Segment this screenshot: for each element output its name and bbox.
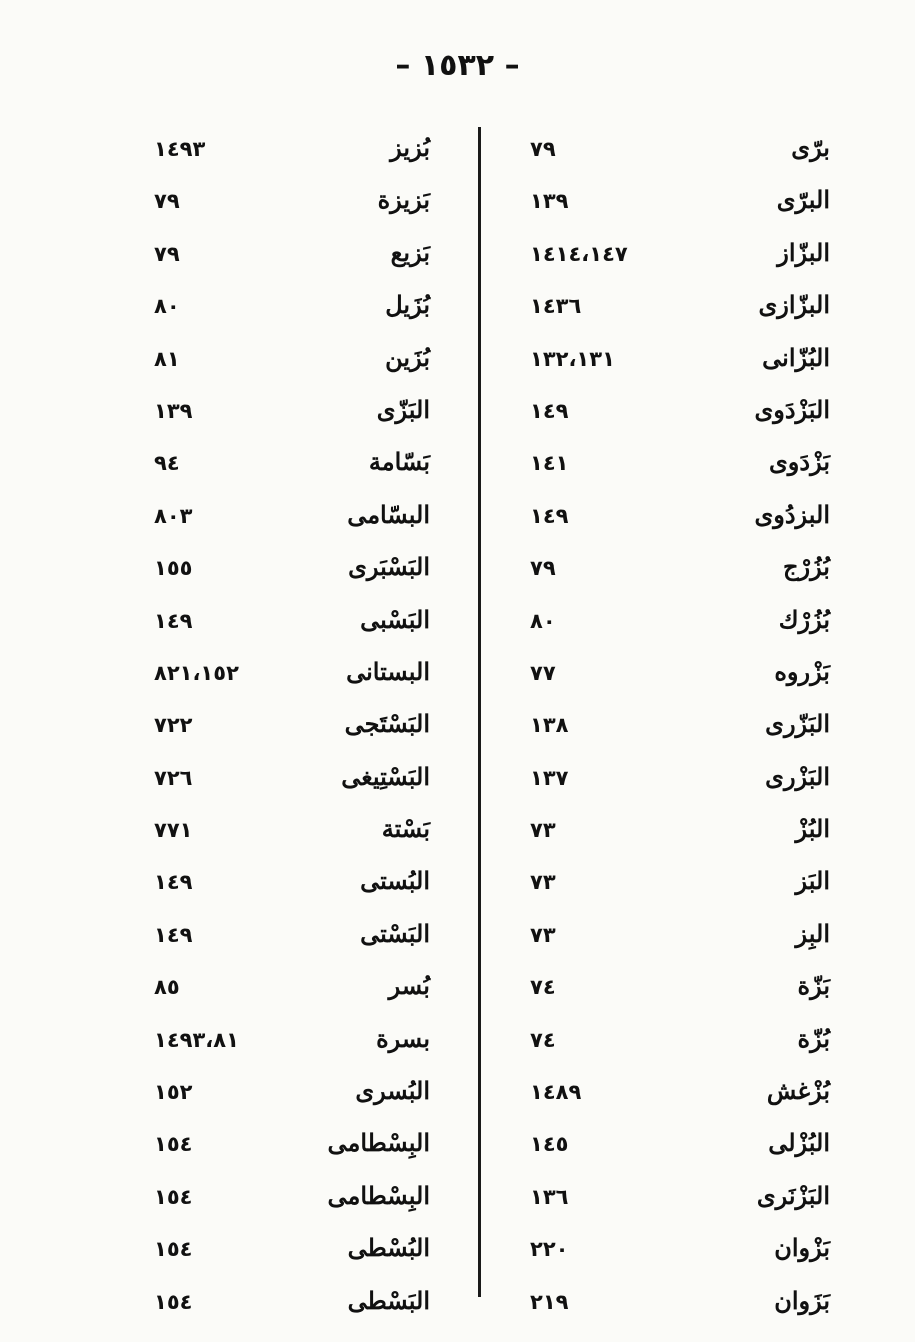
entry-page-numbers: ١٥٢: [154, 1080, 193, 1105]
entry-page-numbers: ٧٤: [530, 975, 556, 1000]
entry-page-numbers: ١٤٣٦: [530, 294, 582, 319]
index-entry: [500, 1174, 860, 1226]
index-entry: [500, 336, 860, 388]
entry-name: بَسّامة: [368, 447, 430, 477]
entry-name: البسّامى: [347, 499, 430, 529]
entry-page-numbers: ١٥٥: [154, 556, 193, 581]
index-entry: [500, 650, 860, 702]
entry-name: بَزيزة: [377, 185, 430, 215]
entry-page-numbers: ٧٢٦: [154, 765, 193, 790]
entry-name: بُزَين: [385, 342, 430, 372]
entry-page-numbers: ٧٧: [530, 660, 556, 685]
index-entry: [500, 755, 860, 807]
entry-page-numbers: ١٥٤: [154, 1184, 193, 1209]
entry-page-numbers: ١٤٨٩: [530, 1080, 582, 1105]
entry-page-numbers: ٧٩: [530, 137, 556, 161]
entry-name: البُسرى: [355, 1076, 430, 1106]
entry-name: البَسْتِيغى: [341, 761, 430, 791]
entry-page-numbers: ١٥٤: [154, 1132, 193, 1157]
entry-name: البَسْتى: [360, 918, 430, 948]
entry-page-numbers: ٨٥: [154, 975, 180, 1000]
index-entry: [140, 702, 470, 754]
index-entry: [140, 1174, 470, 1226]
entry-name: بَزْدَوى: [769, 447, 830, 477]
entry-page-numbers: ٧٩: [530, 556, 556, 581]
entry-name: بَزّة: [797, 971, 830, 1001]
index-entry: [500, 440, 860, 492]
entry-name: البُزْ: [795, 814, 830, 844]
entry-name: بَزيع: [390, 237, 430, 267]
index-entry: [140, 755, 470, 807]
entry-page-numbers: ١٤١٤،١٤٧: [530, 241, 628, 266]
index-entry: [140, 126, 470, 178]
index-entry: [500, 1226, 860, 1278]
entry-page-numbers: ١٤٩: [530, 398, 569, 423]
index-entry: [500, 178, 860, 230]
index-entry: [500, 126, 860, 178]
column-divider: [478, 127, 481, 1297]
entry-page-numbers: ١٤٥: [530, 1132, 569, 1157]
index-entry: [140, 1069, 470, 1121]
entry-name: البَزْدَوى: [754, 394, 830, 424]
index-entry: [500, 964, 860, 1016]
index-entry: [500, 702, 860, 754]
entry-name: البزّاز: [777, 237, 830, 267]
entry-name: البَزْنَرى: [756, 1180, 830, 1210]
entry-page-numbers: ١٣٩: [530, 189, 569, 214]
entry-page-numbers: ٢١٩: [530, 1289, 569, 1314]
entry-page-numbers: ١٤٩: [530, 503, 569, 528]
entry-page-numbers: ٨١: [154, 346, 180, 371]
entry-name: بُزْغش: [766, 1076, 830, 1106]
index-entry: [140, 912, 470, 964]
entry-page-numbers: ٨٢١،١٥٢: [154, 660, 239, 685]
index-entry: [500, 388, 860, 440]
entry-page-numbers: ٧٤: [530, 1027, 556, 1052]
entry-name: بُسر: [388, 971, 430, 1001]
entry-page-numbers: ١٣٦: [530, 1184, 569, 1209]
entry-page-numbers: ٧٣: [530, 818, 556, 843]
index-entry: [140, 859, 470, 911]
index-entry: [140, 336, 470, 388]
entry-name: البُستى: [360, 866, 430, 896]
left-column: [140, 126, 470, 1331]
index-entry: [140, 964, 470, 1016]
index-entry: [140, 1279, 470, 1331]
entry-page-numbers: ٨٠: [154, 294, 180, 319]
right-column: [500, 126, 860, 1331]
entry-page-numbers: ١٣٨: [530, 713, 569, 738]
entry-name: البِسْطامى: [327, 1180, 430, 1210]
entry-page-numbers: ٧٢٢: [154, 713, 193, 738]
index-entry: [500, 1069, 860, 1121]
entry-name: بُزّة: [797, 1023, 830, 1053]
index-entry: [500, 283, 860, 335]
entry-name: البُزّانى: [762, 342, 830, 372]
entry-name: البزدُوى: [754, 499, 830, 529]
index-entry: [140, 1017, 470, 1069]
index-entry: [140, 388, 470, 440]
entry-page-numbers: ١٤٩٣،٨١: [154, 1027, 239, 1052]
entry-page-numbers: ٧٩: [154, 189, 180, 214]
entry-name: برّى: [791, 133, 830, 162]
entry-page-numbers: ٢٢٠: [530, 1237, 569, 1262]
entry-name: بَزَوان: [774, 1285, 830, 1315]
entry-page-numbers: ٧٧١: [154, 818, 193, 843]
entry-page-numbers: ١٥٤: [154, 1289, 193, 1314]
entry-name: بَزْوان: [774, 1233, 830, 1263]
entry-name: البَزْرى: [765, 761, 830, 791]
entry-name: بُزُرْج: [782, 552, 830, 582]
entry-page-numbers: ١٤٩: [154, 870, 193, 895]
entry-name: البُسْطى: [347, 1233, 430, 1263]
entry-page-numbers: ١٣٩: [154, 398, 193, 423]
index-entry: [500, 598, 860, 650]
entry-page-numbers: ١٣٢،١٣١: [530, 346, 615, 371]
entry-page-numbers: ١٤١: [530, 451, 569, 476]
index-entry: [500, 807, 860, 859]
entry-name: بسرة: [376, 1023, 430, 1053]
index-entry: [500, 1121, 860, 1173]
index-entry: [140, 545, 470, 597]
entry-name: البَسْتَجى: [344, 709, 430, 739]
entry-name: بَزْروه: [774, 656, 830, 686]
index-entry: [500, 493, 860, 545]
entry-page-numbers: ٨٠: [530, 608, 556, 633]
entry-name: البرّى: [776, 185, 830, 215]
index-entry: [140, 440, 470, 492]
index-entry: [140, 283, 470, 335]
index-entry: [500, 231, 860, 283]
entry-page-numbers: ٧٣: [530, 922, 556, 947]
entry-name: بَسْتة: [381, 814, 430, 844]
index-entry: [140, 598, 470, 650]
entry-name: البَسْطى: [347, 1285, 430, 1315]
index-entry: [140, 231, 470, 283]
entry-name: البَز: [795, 866, 830, 896]
index-entry: [500, 545, 860, 597]
entry-page-numbers: ١٤٩٣: [154, 137, 206, 161]
index-entry: [500, 1279, 860, 1331]
index-entry: [140, 1226, 470, 1278]
entry-name: بُزُرْك: [778, 604, 830, 634]
entry-page-numbers: ٩٤: [154, 451, 180, 476]
index-entry: [140, 807, 470, 859]
entry-name: البَزّى: [376, 394, 430, 424]
entry-name: البِسْطامى: [327, 1128, 430, 1158]
index-entry: [500, 859, 860, 911]
index-entry: [140, 650, 470, 702]
entry-page-numbers: ٨٠٣: [154, 503, 193, 528]
index-entry: [140, 178, 470, 230]
entry-name: البَسْبى: [360, 604, 430, 634]
entry-name: البزّازى: [758, 290, 830, 320]
entry-name: البَسْبَرى: [348, 552, 430, 582]
index-entry: [140, 493, 470, 545]
entry-page-numbers: ١٥٤: [154, 1237, 193, 1262]
index-entry: [500, 912, 860, 964]
entry-page-numbers: ٧٩: [154, 241, 180, 266]
entry-page-numbers: ١٣٧: [530, 765, 569, 790]
entry-name: البِز: [795, 918, 830, 948]
entry-name: البستانى: [346, 656, 430, 686]
index-entry: [500, 1017, 860, 1069]
entry-page-numbers: ١٤٩: [154, 922, 193, 947]
entry-name: البَزّرى: [765, 709, 830, 739]
index-entry: [140, 1121, 470, 1173]
entry-page-numbers: ١٤٩: [154, 608, 193, 633]
entry-name: بُزيز: [390, 133, 430, 162]
entry-name: البُزْلى: [768, 1128, 830, 1158]
entry-name: بُزَيل: [385, 290, 430, 320]
entry-page-numbers: ٧٣: [530, 870, 556, 895]
page-number: – ١٥٣٢ –: [395, 48, 520, 83]
